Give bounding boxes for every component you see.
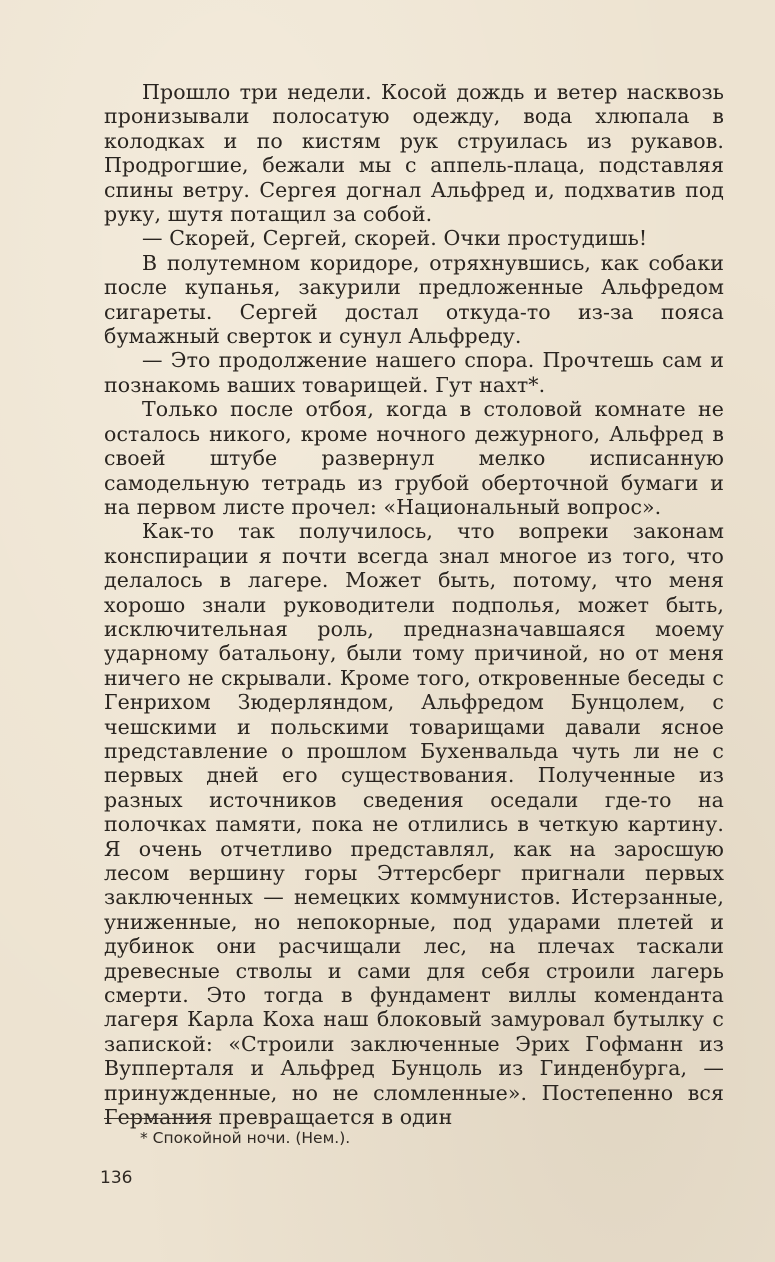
paragraph-2: — Скорей, Сергей, скорей. Очки простудишь! — [142, 226, 648, 251]
paragraph-5: Только после отбоя, когда в столовой комнате не осталось никого, кроме ночного дежурного, Альфред в своей штубе развернул мелко исписанную самодельную тетрадь из грубой оберточной бумаги и на первом листе прочел: «Национальный вопрос». — [104, 397, 724, 519]
page-number: 136 — [100, 1168, 133, 1188]
paragraph-1: Прошло три недели. Косой дождь и ветер насквозь пронизывали полосатую одежду, вода хлюпала в колодках и по кистям рук струилась из рукавов. Продрогшие, бежали мы с аппель-плаца, подставляя спины ветру. Сергея догнал Альфред и, подхватив под руку, шутя потащил за собой. — [104, 80, 724, 227]
footnote-divider — [104, 1118, 212, 1119]
footnote: * Спокойной ночи. (Нем.). — [140, 1129, 351, 1147]
paragraph-6: Как-то так получилось, что вопреки законам конспирации я почти всегда знал многое из того, что делалось в лагере. Может быть, потому, что меня хорошо знали руководители подполья, может быть, исключительная роль, предназначавшаяся моему ударному батальону, были тому причиной, но от меня ничего не скрывали. Кроме того, откровенные беседы с Генрихом Зюдерляндом, Альфредом Бунцолем, с чешскими и польскими товарищами давали ясное представление о прошлом Бухенвальда чуть ли не с первых дней его существования. Полученные из разных источников сведения оседали где-то на полочках памяти, пока не отлились в четкую картину. Я очень отчетливо представлял, как на заросшую лесом вершину горы Эттерсберг пригнали первых заключенных — немецких коммунистов. Истерзанные, униженные, но непокорные, под ударами плетей и дубинок они расчищали лес, на плечах таскали древесные стволы и сами для себя строили лагерь смерти. Это тогда в фундамент виллы коменданта лагеря Карла Коха наш блоковый замуровал бутылку с запиской: «Строили заключенные Эрих Гофманн из Вупперталя и Альфред Бунцоль из Гинденбурга, — принужденные, но не сломленные». Постепенно вся Германия превращается в один — [104, 519, 724, 1130]
main-text — [104, 80, 724, 1129]
paragraph-3: В полутемном коридоре, отряхнувшись, как собаки после купанья, закурили предложенные Альфредом сигареты. Сергей достал откуда-то из-за пояса бумажный сверток и сунул Альфреду. — [104, 250, 724, 349]
paragraph-4: — Это продолжение нашего спора. Прочтешь сам и познакомь ваших товарищей. Гут нахт*. — [104, 348, 724, 397]
